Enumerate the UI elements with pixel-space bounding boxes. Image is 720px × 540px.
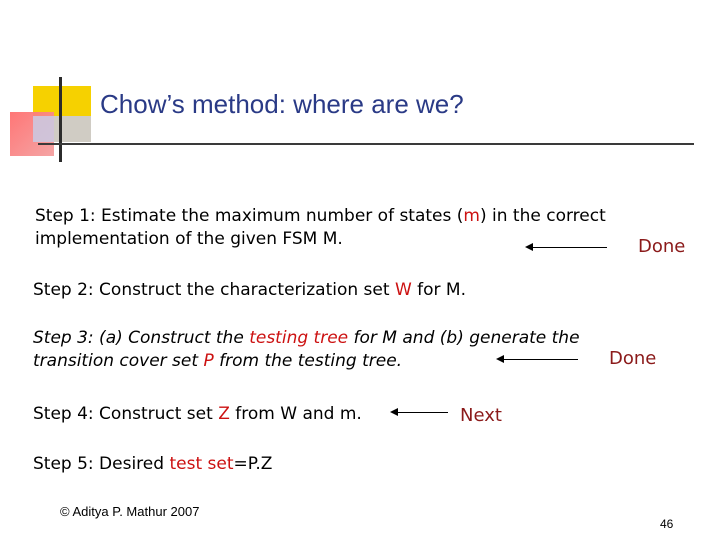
title-decoration-vertical-line	[59, 77, 62, 162]
step-1-line-1	[35, 205, 606, 227]
step-3-line-1	[33, 327, 580, 349]
page-number: 46	[660, 517, 674, 531]
step-1-arrow-left-icon	[527, 247, 607, 248]
step-2-text-end: for M.	[411, 280, 467, 300]
step-1-text: Step 1: Estimate the maximum number of states (	[35, 206, 464, 226]
step-5-line	[33, 453, 272, 475]
step-1-line-2: implementation of the given FSM M.	[35, 229, 343, 249]
step-3-variable: testing tree	[249, 328, 349, 348]
step-1-status: Done	[638, 236, 686, 257]
step-2-variable: W	[394, 280, 412, 300]
footer-copyright: © Aditya P. Mathur 2007	[60, 504, 200, 519]
slide-title: Chow’s method: where are we?	[100, 89, 464, 119]
step-4-arrow-left-icon	[392, 412, 448, 413]
step-3-text: Step 3: (a) Construct the	[33, 328, 250, 348]
step-5-text: Step 5: Desired	[33, 454, 170, 474]
title-decoration-blue-band	[33, 116, 91, 142]
step-1-text-end: ) in the correct	[479, 206, 606, 226]
step-4-status: Next	[460, 405, 502, 426]
title-underline	[38, 143, 694, 145]
step-3-arrow-left-icon	[498, 359, 578, 360]
step-3-text-2: transition cover set	[33, 351, 204, 371]
step-3-variable-2: P	[203, 351, 214, 371]
step-1-variable: m	[463, 206, 480, 226]
step-4-text-end: from W and m.	[229, 404, 362, 424]
step-2-text: Step 2: Construct the characterization set	[33, 280, 395, 300]
step-4-variable: Z	[218, 404, 230, 424]
step-3-text-end: for M and (b) generate the	[348, 328, 580, 348]
step-5-text-end: =P.Z	[233, 454, 273, 474]
step-4-text: Step 4: Construct set	[33, 404, 219, 424]
step-3-text-2-end: from the testing tree.	[213, 351, 403, 371]
step-3-line-2	[33, 350, 402, 372]
step-5-variable: test set	[169, 454, 234, 474]
step-3-status: Done	[609, 348, 657, 369]
step-4-line	[33, 403, 362, 425]
step-2-line	[33, 279, 466, 301]
